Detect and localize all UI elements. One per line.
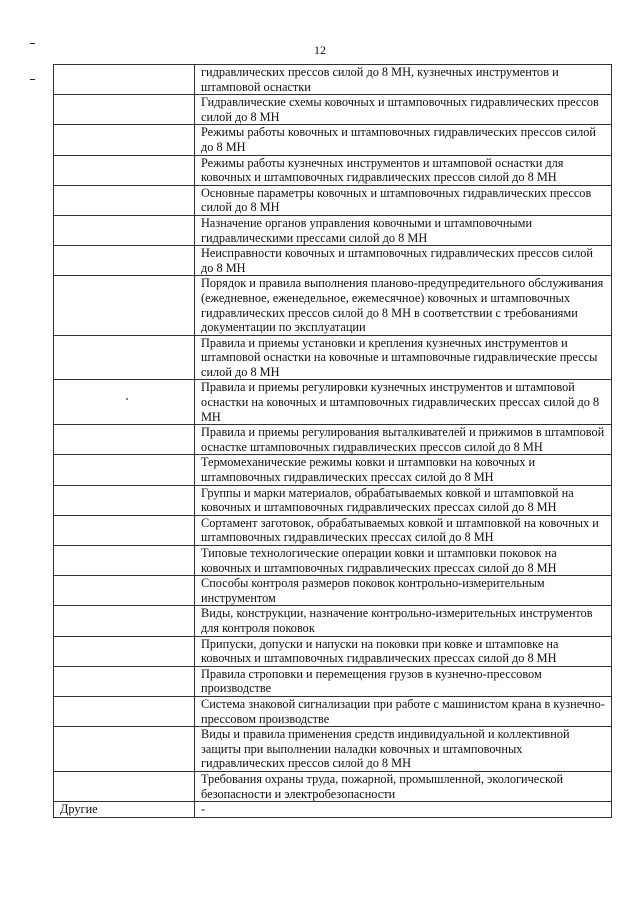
left-cell-empty — [54, 696, 195, 726]
table-row — [54, 335, 612, 380]
knowledge-item: Термомеханические режимы ковки и штамповки на ковочных и штамповочных гидравлических прессах силой до 8 МН — [195, 455, 612, 485]
knowledge-item: Правила и приемы регулировки кузнечных инструментов и штамповой оснастки на ковочных и штамповочных гидравлических прессах силой до 8 МН — [195, 380, 612, 425]
other-value: - — [195, 802, 612, 818]
table-row — [54, 727, 612, 772]
table-row — [54, 65, 612, 95]
knowledge-item: Режимы работы кузнечных инструментов и штамповой оснастки для ковочных и штамповочных гидравлических прессов силой до 8 МН — [195, 155, 612, 185]
left-cell-empty — [54, 546, 195, 576]
left-cell-empty — [54, 335, 195, 380]
table-row — [54, 185, 612, 215]
table-row — [54, 155, 612, 185]
left-cell-empty — [54, 727, 195, 772]
scan-mark — [30, 79, 35, 80]
table-row — [54, 380, 612, 425]
table-row — [54, 215, 612, 245]
left-cell-empty — [54, 95, 195, 125]
table-row — [54, 125, 612, 155]
knowledge-item: Правила и приемы установки и крепления кузнечных инструментов и штамповой оснастки на ковочные и штамповочные гидравлические прессы силой до 8 МН — [195, 335, 612, 380]
left-cell-empty — [54, 485, 195, 515]
table-row-other — [54, 802, 612, 818]
table-row — [54, 666, 612, 696]
left-cell-empty — [54, 576, 195, 606]
left-cell-empty — [54, 666, 195, 696]
knowledge-item: Припуски, допуски и напуски на поковки при ковке и штамповке на ковочных и штамповочных гидравлических прессах силой до 8 МН — [195, 636, 612, 666]
left-cell-empty — [54, 125, 195, 155]
other-label: Другие — [54, 802, 195, 818]
knowledge-item: Система знаковой сигнализации при работе с машинистом крана в кузнечно-прессовом производстве — [195, 696, 612, 726]
left-cell-empty — [54, 455, 195, 485]
knowledge-item: Сортамент заготовок, обрабатываемых ковкой и штамповкой на ковочных и штамповочных гидравлических прессах силой до 8 МН — [195, 515, 612, 545]
left-cell-empty — [54, 771, 195, 801]
knowledge-item: Основные параметры ковочных и штамповочных гидравлических прессов силой до 8 МН — [195, 185, 612, 215]
knowledge-item: Правила и приемы регулирования выталкивателей и прижимов в штамповой оснастке штамповочных гидравлических прессов силой до 8 МН — [195, 425, 612, 455]
table-row — [54, 636, 612, 666]
left-cell-empty — [54, 380, 195, 425]
left-cell-empty — [54, 636, 195, 666]
left-cell-empty — [54, 185, 195, 215]
table-row — [54, 546, 612, 576]
left-cell-empty — [54, 65, 195, 95]
page-number: 12 — [314, 43, 326, 57]
knowledge-item: Гидравлические схемы ковочных и штамповочных гидравлических прессов силой до 8 МН — [195, 95, 612, 125]
table-row — [54, 246, 612, 276]
knowledge-item: Виды и правила применения средств индивидуальной и коллективной защиты при выполнении наладки ковочных и штамповочных гидравлических прессов силой до 8 МН — [195, 727, 612, 772]
table-row — [54, 771, 612, 801]
table-row — [54, 425, 612, 455]
knowledge-item: Виды, конструкции, назначение контрольно-измерительных инструментов для контроля поковок — [195, 606, 612, 636]
table-row — [54, 455, 612, 485]
scan-mark — [30, 43, 35, 44]
table-row — [54, 515, 612, 545]
knowledge-item: Правила строповки и перемещения грузов в кузнечно-прессовом производстве — [195, 666, 612, 696]
table-row — [54, 95, 612, 125]
left-cell-empty — [54, 155, 195, 185]
knowledge-item: Требования охраны труда, пожарной, промышленной, экологической безопасности и электробезопасности — [195, 771, 612, 801]
requirements-table — [53, 64, 612, 818]
table-row — [54, 606, 612, 636]
knowledge-item: гидравлических прессов силой до 8 МН, кузнечных инструментов и штамповой оснастки — [195, 65, 612, 95]
left-cell-empty — [54, 515, 195, 545]
left-cell-empty — [54, 425, 195, 455]
left-cell-empty — [54, 606, 195, 636]
knowledge-item: Назначение органов управления ковочными и штамповочными гидравлическими прессами силой до 8 МН — [195, 215, 612, 245]
table-row — [54, 276, 612, 335]
knowledge-item: Режимы работы ковочных и штамповочных гидравлических прессов силой до 8 МН — [195, 125, 612, 155]
left-cell-empty — [54, 276, 195, 335]
knowledge-item: Порядок и правила выполнения планово-предупредительного обслуживания (ежедневное, еженедельное, ежемесячное) ковочных и штамповочных гидравлических прессов силой до 8 МН в соответствии с требованиями документации по эксплуатации — [195, 276, 612, 335]
knowledge-item: Группы и марки материалов, обрабатываемых ковкой и штамповкой на ковочных и штамповочных гидравлических прессах силой до 8 МН — [195, 485, 612, 515]
table-row — [54, 485, 612, 515]
knowledge-item: Неисправности ковочных и штамповочных гидравлических прессов силой до 8 МН — [195, 246, 612, 276]
left-cell-empty — [54, 246, 195, 276]
knowledge-item: Типовые технологические операции ковки и штамповки поковок на ковочных и штамповочных гидравлических прессах силой до 8 МН — [195, 546, 612, 576]
table-row — [54, 696, 612, 726]
knowledge-item: Способы контроля размеров поковок контрольно-измерительным инструментом — [195, 576, 612, 606]
table-row — [54, 576, 612, 606]
left-cell-empty — [54, 215, 195, 245]
